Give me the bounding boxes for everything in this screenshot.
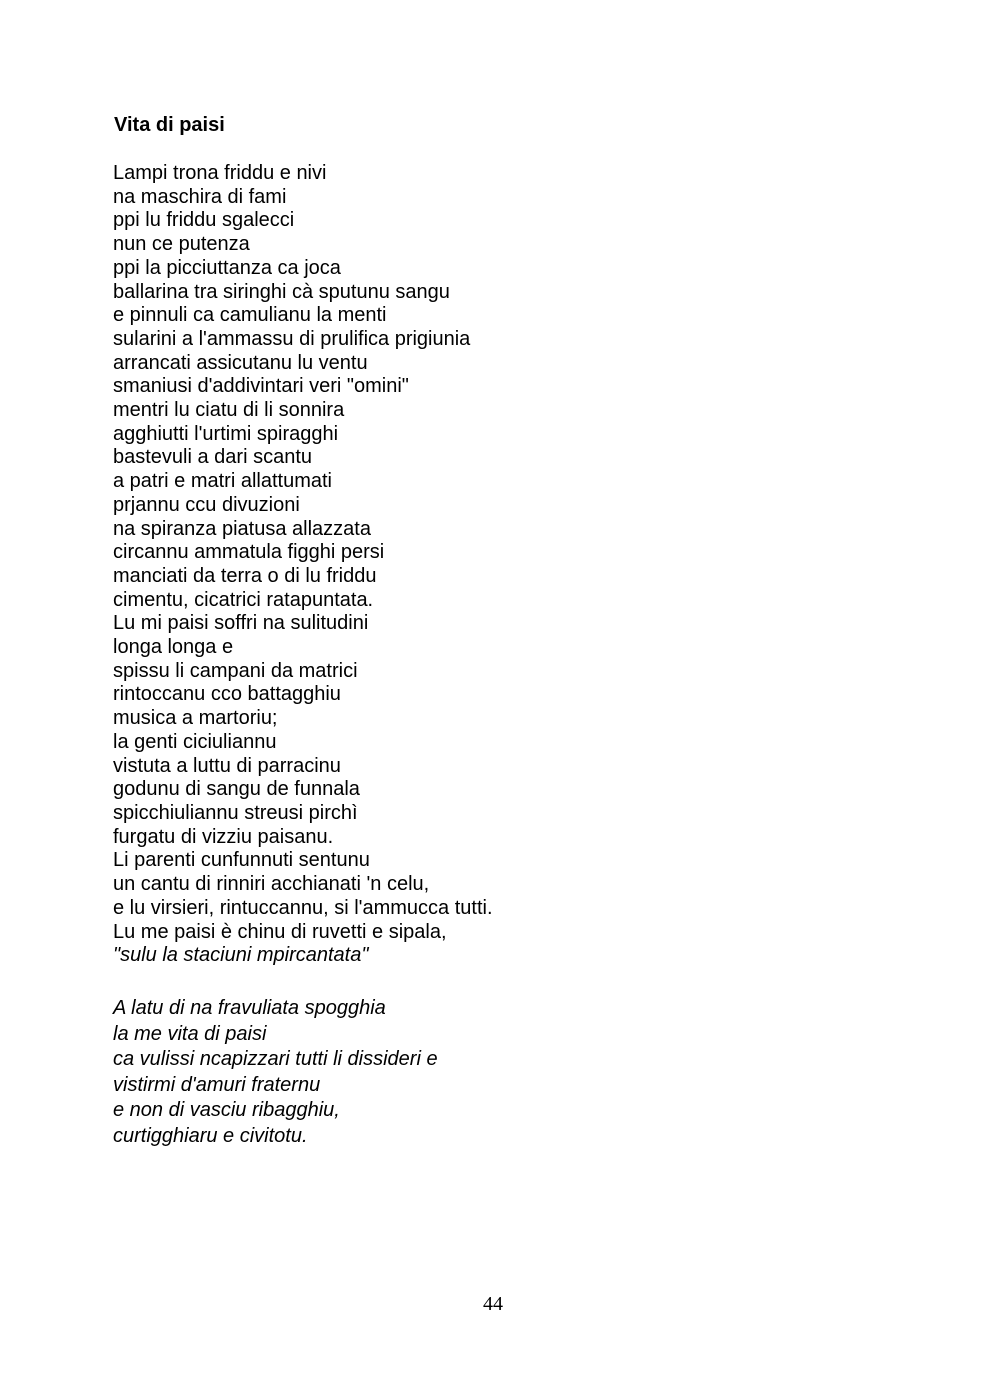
poem-line: curtigghiaru e civitotu.	[113, 1124, 308, 1147]
poem-line: ppi la picciuttanza ca joca	[113, 256, 341, 279]
page-number: 44	[483, 1293, 503, 1315]
poem-line: agghiutti l'urtimi spiragghi	[113, 422, 339, 445]
poem-line: furgatu di vizziu paisanu.	[113, 825, 334, 848]
poem-line: ballarina tra siringhi cà sputunu sangu	[113, 280, 450, 303]
poem-line: manciati da terra o di lu friddu	[113, 564, 377, 587]
poem-line: vistuta a luttu di parracinu	[113, 754, 341, 777]
poem-line: musica a martoriu;	[113, 707, 278, 730]
poem-line: smaniusi d'addivintari veri "omini"	[113, 375, 409, 398]
poem-line: e non di vasciu ribagghiu,	[113, 1099, 340, 1122]
poem-line: Lu mi paisi soffri na sulitudini	[113, 612, 369, 635]
poem-title: Vita di paisi	[114, 114, 225, 136]
poem-line: rintoccanu cco battagghiu	[113, 683, 341, 706]
poem-line: un cantu di rinniri acchianati 'n celu,	[113, 873, 430, 896]
poem-line: ca vulissi ncapizzari tutti li dissideri e	[113, 1048, 438, 1071]
poem-line: Lu me paisi è chinu di ruvetti e sipala,	[113, 920, 447, 943]
poem-line: spissu li campani da matrici	[113, 659, 358, 682]
poem-line: arrancati assicutanu lu ventu	[113, 351, 368, 374]
poem-line: A latu di na fravuliata spogghia	[113, 997, 386, 1019]
poem-line: nun ce putenza	[113, 233, 250, 256]
poem-line: na spiranza piatusa allazzata	[113, 517, 371, 540]
poem-line: prjannu ccu divuzioni	[113, 493, 300, 516]
poem-line: ppi lu friddu sgalecci	[113, 209, 295, 232]
poem-line-italic: "sulu la staciuni mpircantata"	[113, 944, 369, 967]
stanza-1	[113, 162, 493, 968]
poem-line: cimentu, cicatrici ratapuntata.	[113, 588, 374, 611]
poem-line: longa longa e	[113, 636, 234, 659]
poem-line: la genti ciciuliannu	[113, 730, 277, 753]
poem-line: sularini a l'ammassu di prulifica prigiunia	[113, 327, 471, 350]
poem-line: na maschira di fami	[113, 185, 287, 208]
poem-line: a patri e matri allattumati	[113, 470, 332, 493]
poem-line: e pinnuli ca camulianu la menti	[113, 304, 387, 327]
stanza-2	[113, 996, 438, 1150]
poem-line: spicchiuliannu streusi pirchì	[113, 801, 358, 824]
poem-line: vistirmi d'amuri fraternu	[113, 1073, 321, 1096]
poem-line: bastevuli a dari scantu	[113, 446, 313, 469]
poem-line: la me vita di paisi	[113, 1022, 267, 1045]
poem-line: Lampi trona friddu e nivi	[113, 162, 327, 184]
poem-line: e lu virsieri, rintuccannu, si l'ammucca tutti.	[113, 896, 493, 919]
poem-line: mentri lu ciatu di li sonnira	[113, 399, 345, 422]
poem-line: Li parenti cunfunnuti sentunu	[113, 849, 370, 872]
poem-line: circannu ammatula figghi persi	[113, 541, 385, 564]
poem-line: godunu di sangu de funnala	[113, 778, 360, 801]
